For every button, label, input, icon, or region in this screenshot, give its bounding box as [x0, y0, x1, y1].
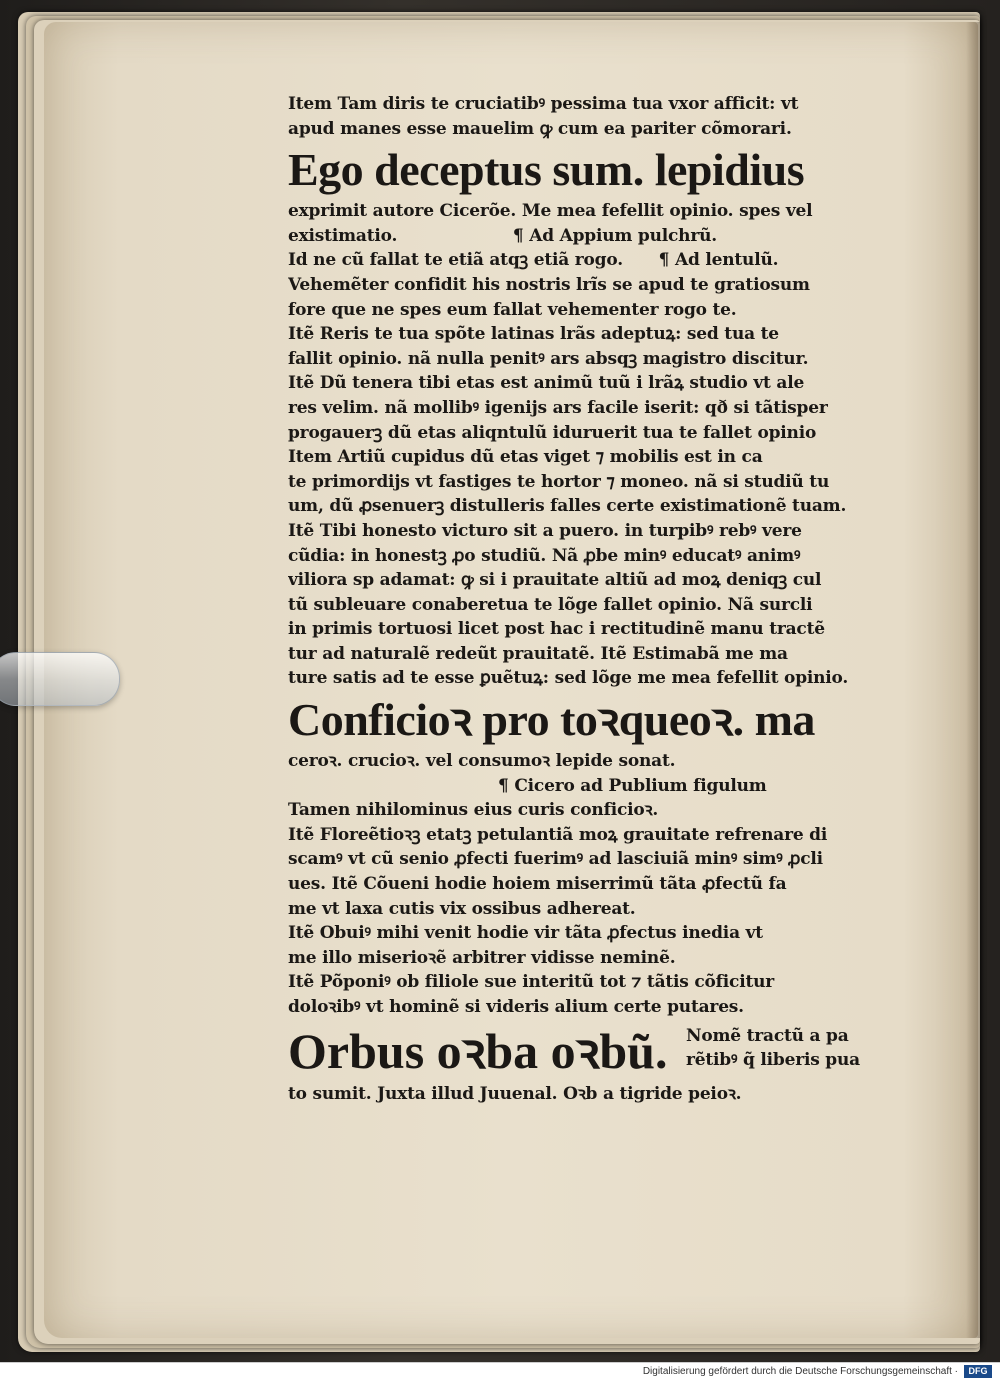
text-line: Itẽ Dũ tenera tibi etas est animũ tuũ i lrãꝝ studio vt ale	[288, 373, 805, 394]
text-line: doloꝛibꝰ vt hominẽ si videris alium certe putares.	[288, 997, 744, 1017]
text-line: apud manes esse mauelim ꝙ cum ea pariter cõmorari.	[288, 118, 792, 139]
footer-credit: Digitalisierung gefördert durch die Deutsche Forschungsgemeinschaft ·	[642, 1366, 958, 1377]
note-cicero: ¶ Cicero ad Publium figulum	[498, 775, 767, 796]
text-line: te primordijs vt fastiges te hortor ⁊ moneo. nã si studiũ tu	[288, 471, 830, 492]
text-line: tur ad naturalẽ redeũt prauitatẽ. Itẽ Estimabã me ma	[288, 643, 788, 664]
page-gutter	[966, 22, 980, 1338]
text-line: fore que ne spes eum fallat vehementer rogo te.	[288, 299, 737, 320]
text-fragment: existimatio.	[288, 225, 398, 246]
text-line: Itẽ Floreẽtioꝛꝫ etatꝫ petulantiã moꝝ grauitate refrenare di	[288, 824, 828, 845]
text-line: rẽtibꝰ q̃ liberis pua	[686, 1050, 860, 1071]
text-line: ceroꝛ. crucioꝛ. vel consumoꝛ lepide sonat.	[288, 751, 676, 772]
text-line: um, dũ ꝓsenuerꝫ distulleris falles certe existimationẽ tuam.	[288, 496, 847, 517]
text-line: me vt laxa cutis vix ossibus adhereat.	[288, 898, 636, 919]
note-ad-appium: ¶ Ad Appium pulchrũ.	[512, 225, 717, 246]
text-line: Itẽ Reris te tua spõte latinas lrãs adeptuꝝ: sed tua te	[288, 324, 779, 345]
text-line: Nomẽ tractũ a pa	[686, 1025, 849, 1046]
text-line: scamꝰ vt cũ senio ꝓfecti fuerimꝰ ad lasciuiã minꝰ simꝰ ꝓcli	[288, 849, 823, 870]
heading-conficior: Conficioꝛ pro toꝛqueoꝛ. ma	[288, 694, 815, 746]
plastic-clip	[0, 652, 120, 706]
text-line: progauerꝫ dũ etas aliqntulũ iduruerit tua te fallet opinio	[288, 422, 817, 443]
text-line: ues. Itẽ Cõueni hodie hoiem miserrimũ tãta ꝓfectũ fa	[288, 874, 787, 895]
orbus-side-text	[686, 1024, 908, 1073]
text-line: exprimit autore Cicerõe. Me mea fefellit opinio. spes vel	[288, 201, 813, 222]
text-line: fallit opinio. nã nulla penitꝰ ars absqꝫ magistro discitur.	[288, 348, 809, 369]
footer-bar	[0, 1362, 1000, 1381]
text-line: res velim. nã mollibꝰ igenijs ars facile iserit: qð si tãtisper	[288, 397, 828, 418]
text-line	[288, 248, 908, 273]
text-line: Itẽ Tibi honesto victuro sit a puero. in turpibꝰ rebꝰ vere	[288, 520, 802, 541]
text-line: Item Tam diris te cruciatibꝰ pessima tua vxor afficit: vt	[288, 94, 799, 114]
text-line: to sumit. Juxta illud Juuenal. Oꝛb a tigride peioꝛ.	[288, 1083, 742, 1104]
text-line: Vehemẽter confidit his nostris lrĩs se apud te gratiosum	[288, 274, 810, 295]
text-line: ture satis ad te esse ꝑuẽtuꝝ: sed lõge me mea fefellit opinio.	[288, 668, 849, 689]
text-line: in primis tortuosi licet post hac i rectitudinẽ manu tractẽ	[288, 619, 825, 640]
text-line: Item Artiũ cupidus dũ etas viget ⁊ mobilis est in ca	[288, 447, 763, 468]
dfg-logo: DFG	[964, 1365, 992, 1378]
text-line: tũ subleuare conaberetua te lõge fallet opinio. Nã surcli	[288, 594, 813, 615]
text-line: viliora sp adamat: ꝙ si i prauitate altiũ ad moꝝ deniqꝫ cul	[288, 570, 822, 591]
page-text	[288, 92, 908, 1106]
text-fragment: Id ne cũ fallat te etiã atqꝫ etiã rogo.	[288, 250, 623, 271]
note-ad-lentulum: ¶ Ad lentulũ.	[658, 250, 779, 271]
text-line: cũdia: in honestꝫ ꝓo studiũ. Nã ꝓbe minꝰ educatꝰ animꝰ	[288, 545, 801, 566]
text-line	[288, 224, 908, 249]
heading-ego-deceptus: Ego deceptus sum. lepidius	[288, 144, 805, 196]
text-line: me illo miserioꝛẽ arbitrer vidisse neminẽ.	[288, 947, 676, 968]
orbus-section	[288, 1020, 908, 1106]
text-line: Itẽ Põponiꝰ ob filiole sue interitũ tot ⁊ tãtis cõficitur	[288, 972, 775, 993]
heading-orbus: Orbus oꝛba oꝛbũ.	[288, 1022, 668, 1079]
text-line: Tamen nihilominus eius curis conficioꝛ.	[288, 800, 659, 821]
text-line: Itẽ Obuiꝰ mihi venit hodie vir tãta ꝓfectus inedia vt	[288, 923, 763, 944]
